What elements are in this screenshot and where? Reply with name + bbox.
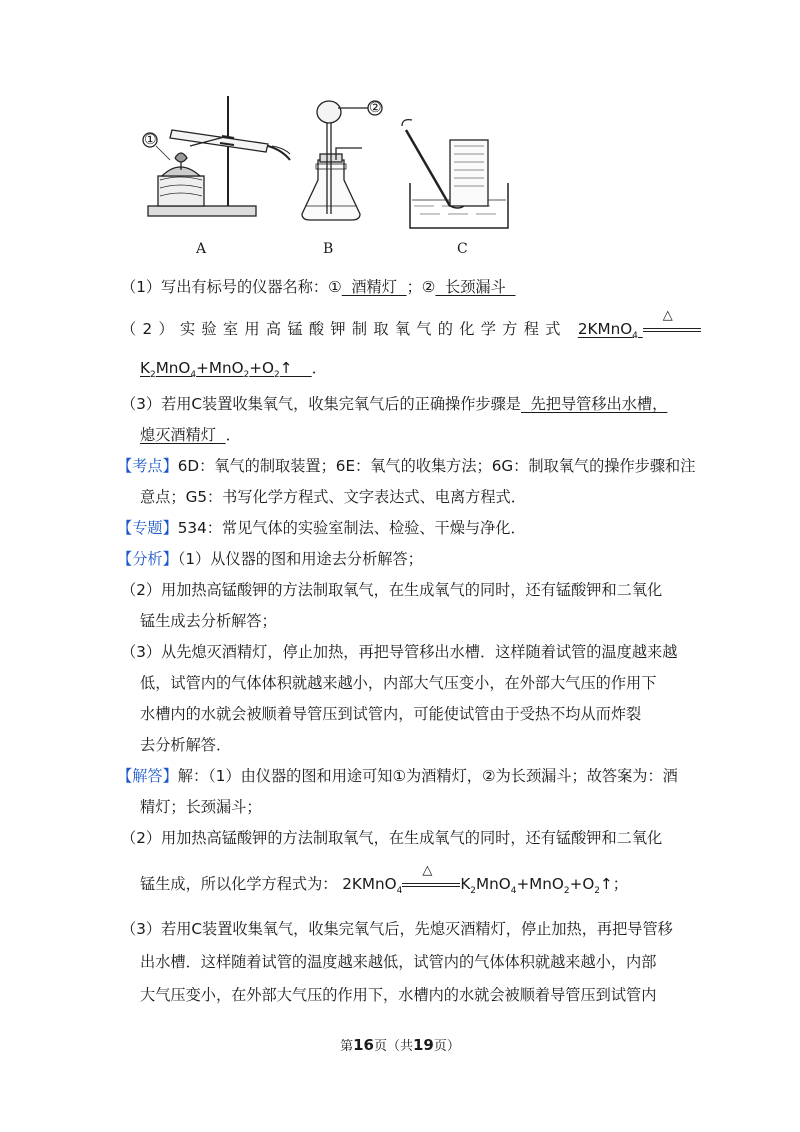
zhuanti-text: 534：常见气体的实验室制法、检验、干燥与净化． (177, 519, 526, 537)
q2-prod1-sub2: 4 (190, 370, 197, 381)
fenxi-text-5: 低，试管内的气体体积就越来越小，内部大气压变小，在外部大气压的作用下 (140, 674, 657, 692)
kaodian-text-1: 6D：氧气的制取装置；6E：氧气的收集方法；6G：制取氧气的操作步骤和注 (177, 457, 696, 475)
jieda-line3 (121, 827, 800, 848)
q2-prefix: （2）实验室用高锰酸钾制取氧气的化学方程式 (121, 320, 567, 338)
kaodian-line1 (117, 455, 800, 476)
q2-gas-arrow: ↑ (279, 359, 293, 377)
apparatus-c-drawing (402, 120, 508, 228)
apparatus-figure (130, 88, 530, 264)
question-1 (121, 276, 800, 297)
jieda-line2 (140, 796, 800, 817)
page-footer (0, 1035, 800, 1054)
jieda-equation (342, 862, 613, 897)
jieda-text-5: （3）若用C装置收集氧气，收集完氧气后，先熄灭酒精灯，停止加热，再把导管移 (121, 920, 673, 938)
fenxi-line5 (140, 672, 800, 693)
jieda-tag: 【解答】 (117, 767, 178, 785)
q2-prod3: +O (249, 359, 274, 377)
footer-post: 页） (433, 1039, 460, 1054)
q2-prod1-sub1: 2 (149, 370, 156, 381)
jieda-line5 (121, 918, 800, 939)
jieda-line1 (117, 765, 800, 786)
kaodian-text-2: 意点；G5：书写化学方程式、文字表达式、电离方程式． (140, 488, 526, 506)
q3-answer-line1: 先把导管移出水槽， (520, 395, 668, 413)
jieda-prod1: K (460, 875, 471, 893)
fenxi-line4 (121, 641, 800, 662)
jieda-text-6: 出水槽．这样随着试管的温度越来越低，试管内的气体体积就越来越小，内部 (140, 953, 657, 971)
figure-marker-1: ① (144, 132, 157, 148)
q2-prod1: K (140, 359, 150, 377)
q3-answer-line2: 熄灭酒精灯 (140, 426, 226, 444)
footer-mid: 页（共 (373, 1039, 413, 1054)
jieda-prod3-sub: 2 (594, 886, 601, 897)
jieda-line6 (140, 951, 800, 972)
question-3 (121, 393, 800, 414)
jieda-heat-condition: △ (422, 862, 433, 878)
footer-total-pages: 19 (413, 1036, 434, 1054)
q2-reactant: 2KMnO (577, 320, 633, 338)
fenxi-text-3: 锰生成去分析解答； (140, 612, 277, 630)
figure-label-a: A (196, 241, 207, 257)
zhuanti-tag: 【专题】 (117, 519, 178, 537)
fenxi-line6 (140, 703, 800, 724)
apparatus-a-drawing (143, 96, 290, 216)
figure-marker-2: ② (369, 100, 382, 116)
jieda-gas-arrow: ↑ (600, 875, 613, 893)
jieda-prod3: +O (569, 875, 595, 893)
jieda-text-3: （2）用加热高锰酸钾的方法制取氧气，在生成氧气的同时，还有锰酸钾和二氧化 (121, 829, 663, 847)
q3-prefix: （3）若用C装置收集氧气，收集完氧气后的正确操作步骤是 (121, 395, 521, 413)
fenxi-line7 (140, 734, 800, 755)
kaodian-tag: 【考点】 (117, 457, 178, 475)
fenxi-text-7: 去分析解答． (140, 736, 232, 754)
q1-answer-1: 酒精灯 (341, 278, 407, 296)
fenxi-text-2: （2）用加热高锰酸钾的方法制取氧气，在生成氧气的同时，还有锰酸钾和二氧化 (121, 581, 663, 599)
apparatus-b-drawing (302, 101, 382, 220)
footer-pre: 第 (340, 1039, 354, 1054)
q2-prod2: +MnO (196, 359, 244, 377)
q2-equation-left (577, 307, 701, 342)
jieda-line4 (140, 862, 800, 897)
q1-answer-2: 长颈漏斗 (435, 278, 516, 296)
footer-page-number: 16 (353, 1036, 374, 1054)
apparatus-drawing (130, 88, 530, 238)
question-3-cont (140, 424, 800, 445)
fenxi-text-6: 水槽内的水就会被顺着导管压到试管内，可能使试管由于受热不均从而炸裂 (140, 705, 642, 723)
figure-label-b: B (323, 241, 334, 257)
kaodian-line2 (140, 486, 800, 507)
jieda-text-2: 精灯；长颈漏斗； (140, 798, 262, 816)
jieda-prod1-sub1: 2 (470, 886, 477, 897)
q2-heat-condition: △ (662, 307, 673, 323)
jieda-text-7: 大气压变小，在外部大气压的作用下，水槽内的水就会被顺着导管压到试管内 (140, 986, 657, 1004)
q1-prefix: （1）写出有标号的仪器名称：① (121, 278, 342, 296)
figure-label-c: C (457, 241, 468, 257)
jieda-equals-sign (402, 862, 460, 892)
jieda-text-4-prefix: 锰生成，所以化学方程式为： (140, 875, 338, 893)
fenxi-line3 (140, 610, 800, 631)
fenxi-line1 (117, 548, 800, 569)
q2-prod1-mid: MnO (155, 359, 191, 377)
zhuanti-line (117, 517, 800, 538)
jieda-reactant-sub: 4 (396, 886, 403, 897)
jieda-line7 (140, 984, 800, 1005)
question-2-cont (140, 357, 800, 380)
q1-mid: ；② (406, 278, 436, 296)
jieda-prod2-sub: 2 (563, 886, 570, 897)
fenxi-text-1: （1）从仪器的图和用途去分析解答； (177, 550, 423, 568)
q2-end: ． (311, 359, 327, 377)
jieda-text-1: 解：（1）由仪器的图和用途可知①为酒精灯，②为长颈漏斗；故答案为：酒 (177, 767, 678, 785)
q2-reactant-sub: 4 (632, 331, 638, 342)
jieda-prod1-mid: MnO (476, 875, 511, 893)
q3-end: ． (225, 426, 241, 444)
question-2 (121, 307, 800, 342)
q2-equation-right (140, 359, 312, 381)
fenxi-line2 (121, 579, 800, 600)
q2-equals-sign (643, 307, 701, 337)
jieda-text-4-end: ； (612, 875, 628, 893)
fenxi-tag: 【分析】 (117, 550, 178, 568)
jieda-prod1-sub2: 4 (510, 886, 517, 897)
q2-prod2-sub: 2 (243, 370, 250, 381)
jieda-reactant: 2KMnO (342, 875, 397, 893)
q2-prod3-sub: 2 (273, 370, 280, 381)
fenxi-text-4: （3）从先熄灭酒精灯，停止加热，再把导管移出水槽．这样随着试管的温度越来越 (121, 643, 678, 661)
jieda-prod2: +MnO (516, 875, 564, 893)
